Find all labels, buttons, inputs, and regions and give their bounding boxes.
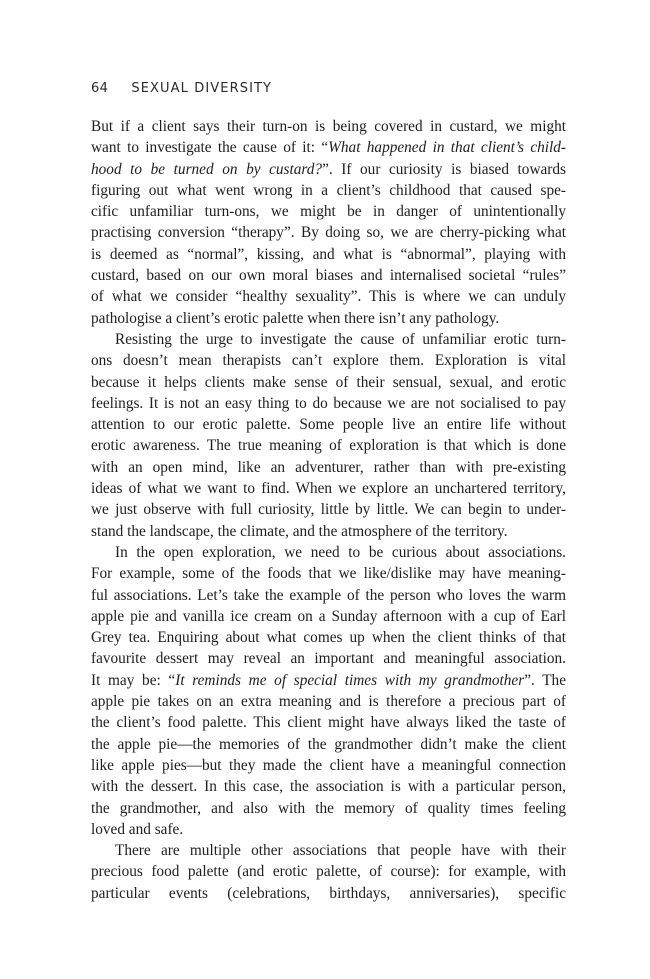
text-run: of what we consider “healthy sexuality”. This is where we can unduly [91,288,566,306]
text-line [91,201,566,222]
text-line [91,499,566,520]
text-run: For example, some of the foods that we like/dislike may have meaning- [91,565,566,583]
text-run: practising conversion “therapy”. By doing so, we are cherry-picking what [91,224,566,242]
text-run: Resisting the urge to investigate the cause of unfamiliar erotic turn- [115,330,566,348]
text-line [91,861,566,882]
italic-run: What happened in that client’s child- [328,139,566,157]
paragraph [91,840,566,904]
text-line [91,606,566,627]
text-run: pathologise a client’s erotic palette when there isn’t any pathology. [91,309,500,327]
paragraph [91,116,566,329]
text-run: want to investigate the cause of it: “ [91,139,329,157]
text-line [91,393,566,414]
text-run: because it helps clients make sense of their sensual, sexual, and erotic [91,373,566,391]
text-run: the grandmother, and also with the memory of quality times feeling [91,799,566,817]
text-line [91,116,566,137]
text-line [91,222,566,243]
text-run: with the dessert. In this case, the association is with a particular person, [91,778,566,796]
text-run: we just observe with full curiosity, little by little. We can begin to under- [91,501,566,519]
text-run: feelings. It is not an easy thing to do because we are not socialised to pay [91,394,566,412]
text-line [91,478,566,499]
text-run: particular events (celebrations, birthdays, anniversaries), specific [91,884,566,902]
text-run: Grey tea. Enquiring about what comes up when the client thinks of that [91,629,566,647]
text-line [91,457,566,478]
text-run: stand the landscape, the climate, and the atmosphere of the territory. [91,522,508,540]
text-line [91,435,566,456]
text-line [91,244,566,265]
running-header [91,81,272,99]
text-line [91,670,566,691]
text-run: ful associations. Let’s take the example of the person who loves the warm [91,586,566,604]
text-line [91,734,566,755]
text-line [91,265,566,286]
text-run: precious food palette (and erotic palette, of course): for example, with [91,863,566,881]
text-line [91,627,566,648]
text-line [91,372,566,393]
page-number: 64 [91,81,109,96]
text-run: apple pie and vanilla ice cream on a Sunday afternoon with a cup of Earl [91,607,566,625]
text-run: erotic awareness. The true meaning of exploration is that which is done [91,437,566,455]
text-run: apple pie takes on an extra meaning and is therefore a precious part of [91,693,566,711]
text-line [91,798,566,819]
text-run: ideas of what we want to find. When we explore an unchartered territory, [91,480,566,498]
text-run: the client’s food palette. This client might have always liked the taste of [91,714,566,732]
text-run: favourite dessert may reveal an important and meaningful association. [91,650,566,668]
text-line [91,414,566,435]
text-line [91,329,566,350]
text-run: like apple pies—but they made the client have a meaningful connection [91,756,566,774]
text-run: the apple pie—the memories of the grandmother didn’t make the client [91,735,566,753]
text-run: is deemed as “normal”, kissing, and what is “abnormal”, playing with [91,245,566,263]
text-line [91,563,566,584]
text-line [91,819,566,840]
text-run: There are multiple other associations that people have with their [115,842,566,860]
text-run: attention to our erotic palette. Some people live an entire life without [91,416,566,434]
body-text [91,116,566,904]
text-line [91,286,566,307]
text-line [91,159,566,180]
text-line [91,521,566,542]
text-run: figuring out what went wrong in a client’s childhood that caused spe- [91,181,566,199]
text-line [91,840,566,861]
text-run: with an open mind, like an adventurer, rather than with pre-existing [91,458,566,476]
text-line [91,350,566,371]
text-line [91,137,566,158]
text-line [91,691,566,712]
text-line [91,883,566,904]
text-line [91,755,566,776]
text-line [91,585,566,606]
text-run: cific unfamiliar turn-ons, we might be in danger of unintentionally [91,203,566,221]
italic-run: It reminds me of special times with my grandmother [175,671,525,689]
text-line [91,648,566,669]
text-run: But if a client says their turn-on is being covered in custard, we might [91,118,566,135]
text-line [91,308,566,329]
text-run: ”. If our curiosity is biased towards [322,160,566,178]
running-title: SEXUAL DIVERSITY [131,81,273,96]
text-run: ons doesn’t mean therapists can’t explore them. Exploration is vital [91,352,566,370]
text-run: loved and safe. [91,820,184,838]
text-run: ”. The [524,671,566,689]
text-run: In the open exploration, we need to be curious about associations. [115,543,566,561]
text-line [91,776,566,797]
text-line [91,542,566,563]
italic-run: hood to be turned on by custard? [91,160,323,178]
text-run: custard, based on our own moral biases and internalised societal “rules” [91,267,566,285]
paragraph [91,542,566,840]
paragraph [91,329,566,542]
text-run: It may be: “ [91,671,176,689]
text-line [91,180,566,201]
text-line [91,712,566,733]
